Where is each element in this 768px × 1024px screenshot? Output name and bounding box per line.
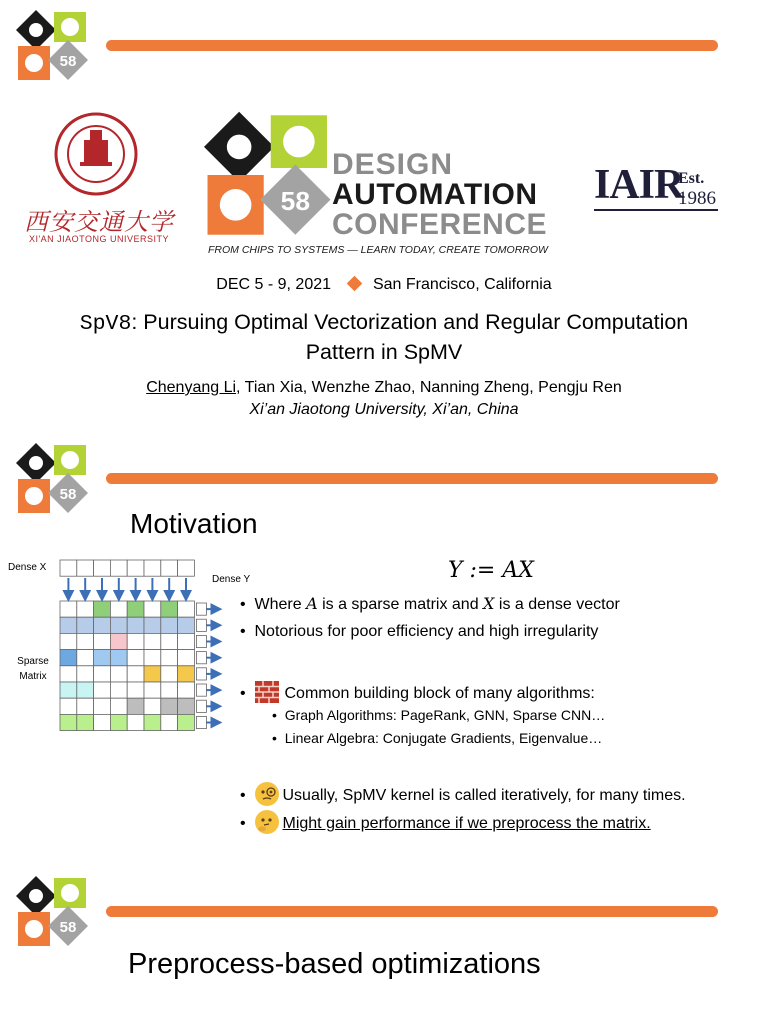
monocle-face-icon: [255, 782, 279, 806]
conference-tagline: FROM CHIPS TO SYSTEMS — LEARN TODAY, CREATE TOMORROW: [208, 244, 548, 256]
dense-y-cell: [196, 700, 206, 712]
matrix-cell: [127, 633, 144, 649]
dense-x-cell: [178, 560, 195, 576]
title-code: SpV8: [79, 312, 132, 336]
matrix-cell: [77, 650, 94, 666]
matrix-cell: [144, 682, 161, 698]
conference-line3: CONFERENCE: [332, 208, 548, 241]
matrix-cell: [161, 666, 178, 682]
iair-underline: [594, 209, 718, 211]
matrix-cell: [127, 666, 144, 682]
slide-heading: Motivation: [130, 508, 258, 539]
other-authors: , Tian Xia, Wenzhe Zhao, Nanning Zheng, Pengju Ren: [236, 379, 622, 396]
matrix-cell: [144, 666, 161, 682]
bullet-3-sub-1: • Graph Algorithms: PageRank, GNN, Sparse CNN…: [272, 707, 606, 723]
conference-line1: DESIGN: [332, 148, 454, 181]
matrix-cell: [77, 666, 94, 682]
matrix-cell: [161, 698, 178, 714]
dense-y-cell: [196, 652, 206, 664]
svg-text:58: 58: [280, 186, 311, 217]
matrix-cell: [178, 682, 195, 698]
matrix-cell: [110, 633, 127, 649]
matrix-cell: [178, 601, 195, 617]
dense-x-cell: [144, 560, 161, 576]
dac-logo-small: [16, 876, 90, 948]
matrix-cell: [94, 601, 111, 617]
matrix-cell: [60, 601, 77, 617]
bullet-5: • Might gain performance if we preprocess the matrix.: [240, 810, 651, 834]
matrix-cell: [110, 666, 127, 682]
matrix-cell: [110, 714, 127, 730]
matrix-cell: [144, 714, 161, 730]
header-bar: [106, 473, 718, 484]
matrix-cell: [110, 650, 127, 666]
matrix-cell: [60, 617, 77, 633]
matrix-cell: [77, 714, 94, 730]
matrix-cell: [161, 633, 178, 649]
matrix-cell: [110, 698, 127, 714]
location-text: San Francisco, California: [372, 276, 552, 293]
matrix-cell: [94, 666, 111, 682]
matrix-cell: [94, 714, 111, 730]
xjtu-logo: [24, 110, 174, 250]
matrix-cell: [144, 650, 161, 666]
matrix-cell: [127, 682, 144, 698]
matrix-cell: [94, 650, 111, 666]
sparse-matrix-label: Sparse Matrix: [17, 656, 49, 682]
matrix-cell: [60, 714, 77, 730]
dense-x-cell: [127, 560, 144, 576]
matrix-cell: [60, 682, 77, 698]
svg-text:58: 58: [59, 53, 77, 70]
matrix-cell: [94, 698, 111, 714]
matrix-cell: [144, 617, 161, 633]
bullet-1: • Where A is a sparse matrix and X is a dense vector: [240, 594, 620, 613]
matrix-cell: [144, 698, 161, 714]
matrix-cell: [127, 714, 144, 730]
matrix-cell: [110, 682, 127, 698]
header-bar: [106, 906, 718, 917]
matrix-cell: [161, 714, 178, 730]
bullet-4: • Usually, SpMV kernel is called iteratively, for many times.: [240, 782, 686, 806]
dense-y-cell: [196, 668, 206, 680]
dense-x-cell: [60, 560, 77, 576]
paper-title: [0, 308, 768, 366]
conference-line2: AUTOMATION: [332, 178, 538, 211]
matrix-cell: [60, 633, 77, 649]
title-line1: : Pursuing Optimal Vectorization and Regular Computation: [131, 310, 689, 334]
matrix-cell: [178, 650, 195, 666]
matrix-cell: [161, 601, 178, 617]
conference-dates: [0, 276, 768, 294]
bullet-3-sub-2: • Linear Algebra: Conjugate Gradients, Eigenvalue…: [272, 730, 603, 746]
iair-est: Est.: [678, 170, 705, 187]
dense-y-cell: [196, 619, 206, 631]
svg-text:58: 58: [59, 486, 77, 503]
dense-x-cell: [161, 560, 178, 576]
slide-heading: Preprocess-based optimizations: [128, 948, 541, 980]
matrix-cell: [161, 650, 178, 666]
dense-y-cell: [196, 603, 206, 615]
dense-y-cell: [196, 684, 206, 696]
svg-text:58: 58: [59, 919, 77, 936]
matrix-cell: [77, 601, 94, 617]
bullet-2: • Notorious for poor efficiency and high irregularity: [240, 623, 599, 640]
matrix-cell: [127, 617, 144, 633]
dense-x-cell: [94, 560, 111, 576]
matrix-cell: [94, 682, 111, 698]
author-list: [0, 377, 768, 421]
matrix-cell: [60, 698, 77, 714]
title-line2: Pattern in SpMV: [305, 340, 463, 364]
matrix-cell: [127, 650, 144, 666]
matrix-cell: [178, 698, 195, 714]
header-bar: [106, 40, 718, 51]
first-author: Chenyang Li: [146, 379, 237, 396]
matrix-cell: [94, 617, 111, 633]
thinking-face-icon: [255, 810, 279, 834]
matrix-cell: [110, 601, 127, 617]
matrix-cell: [60, 650, 77, 666]
matrix-cell: [178, 714, 195, 730]
matrix-cell: [144, 633, 161, 649]
matrix-cell: [127, 601, 144, 617]
iair-name: IAIR: [594, 162, 684, 208]
matrix-cell: [127, 698, 144, 714]
equation: Y := AX: [448, 558, 534, 583]
matrix-cell: [144, 601, 161, 617]
bullet-3: • Common building block of many algorithms:: [240, 681, 595, 703]
matrix-cell: [178, 633, 195, 649]
iair-year: 1986: [678, 188, 716, 209]
dense-x-cell: [77, 560, 94, 576]
xjtu-name-cn: 西安交通大学: [24, 208, 174, 236]
dac-logo-small: [16, 10, 90, 82]
brick-icon: [255, 681, 279, 703]
xjtu-name-en: XI'AN JIAOTONG UNIVERSITY: [28, 234, 170, 244]
matrix-cell: [110, 617, 127, 633]
matrix-cell: [60, 666, 77, 682]
matrix-cell: [178, 617, 195, 633]
matrix-cell: [94, 633, 111, 649]
matrix-cell: [77, 633, 94, 649]
matrix-cell: [178, 666, 195, 682]
date-text: DEC 5 - 9, 2021: [216, 276, 332, 293]
matrix-cell: [77, 698, 94, 714]
dac-conference-logo: [200, 104, 566, 264]
matrix-cell: [77, 617, 94, 633]
dense-x-cell: [110, 560, 127, 576]
spmv-diagram: [6, 556, 256, 736]
matrix-cell: [161, 617, 178, 633]
affiliation: Xi’an Jiaotong University, Xi’an, China: [249, 401, 519, 418]
diamond-icon: [347, 276, 363, 292]
dense-x-label: Dense X: [8, 562, 47, 573]
matrix-cell: [161, 682, 178, 698]
matrix-cell: [77, 682, 94, 698]
dense-y-label: Dense Y: [212, 574, 251, 585]
iair-logo: [594, 164, 724, 216]
dense-y-cell: [196, 716, 206, 728]
dac-logo-small: [16, 443, 90, 515]
dense-y-cell: [196, 635, 206, 647]
